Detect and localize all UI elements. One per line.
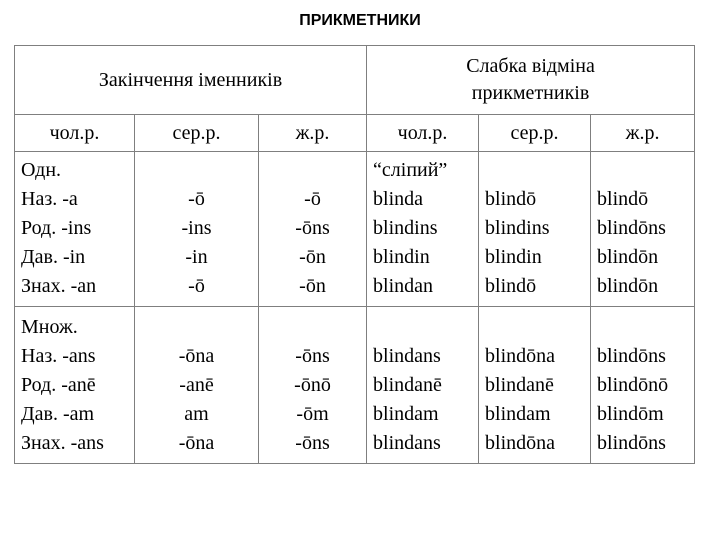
adj-form: blindanē (373, 374, 442, 396)
adj-form: blindans (373, 345, 441, 367)
case-line: Наз. -ans (21, 345, 96, 367)
ending: -ōnō (294, 374, 331, 396)
plural-masc-adj (367, 307, 479, 464)
ending: -ōns (295, 217, 330, 239)
subheader-fem-adj: ж.р. (591, 115, 695, 152)
gloss-quote: “сліпий” (373, 159, 448, 181)
adj-form: blindōm (597, 403, 664, 425)
ending: am (184, 403, 209, 425)
adj-form: blindanē (485, 374, 554, 396)
ending: -ōn (299, 275, 326, 297)
case-line: Дав. -am (21, 403, 95, 425)
case-line: Знах. -an (21, 275, 97, 297)
subheader-neut-adj: сер.р. (479, 115, 591, 152)
header-adjectives-line1: Слабка відміна (466, 55, 595, 77)
ending: -ō (188, 275, 205, 297)
adj-form: blindōn (597, 246, 659, 268)
adj-form: blindans (373, 432, 441, 454)
ending: -ōna (178, 345, 215, 367)
ending: -ins (181, 217, 212, 239)
plural-neut-adj (479, 307, 591, 464)
adj-form: blindam (373, 403, 439, 425)
adj-form: blindōn (597, 275, 659, 297)
plural-neut-endings (135, 307, 259, 464)
adj-form: blindōns (597, 432, 666, 454)
plural-row (15, 307, 695, 464)
adj-form: blindō (485, 275, 537, 297)
adj-form: blinda (373, 188, 424, 210)
header-adjectives-line2: прикметників (471, 82, 590, 104)
ending: -ōns (295, 345, 330, 367)
singular-fem-adj (591, 152, 695, 307)
adj-form: blindins (485, 217, 550, 239)
case-line: Дав. -in (21, 246, 86, 268)
plural-fem-endings (259, 307, 367, 464)
subheader-fem-nouns: ж.р. (259, 115, 367, 152)
singular-label: Одн. (21, 159, 62, 181)
ending: -ōns (295, 432, 330, 454)
adj-form: blindam (485, 403, 551, 425)
adj-form: blindin (373, 246, 430, 268)
case-line: Знах. -ans (21, 432, 104, 454)
ending: -ōna (178, 432, 215, 454)
plural-fem-adj (591, 307, 695, 464)
case-line: Род. -anē (21, 374, 96, 396)
subheader-masc-adj: чол.р. (367, 115, 479, 152)
subheader-row (15, 115, 695, 152)
adj-form: blindan (373, 275, 434, 297)
subheader-masc-nouns: чол.р. (15, 115, 135, 152)
ending: -ō (304, 188, 321, 210)
adj-form: blindins (373, 217, 438, 239)
singular-neut-adj (479, 152, 591, 307)
ending: -in (185, 246, 208, 268)
case-line: Наз. -a (21, 188, 78, 210)
singular-cases-cell (15, 152, 135, 307)
case-line: Род. -ins (21, 217, 92, 239)
plural-cases-cell (15, 307, 135, 464)
singular-fem-endings (259, 152, 367, 307)
adj-form: blindōna (485, 345, 556, 367)
header-row (15, 46, 695, 115)
ending: -ōn (299, 246, 326, 268)
adj-form: blindin (485, 246, 542, 268)
adj-form: blindōna (485, 432, 556, 454)
adj-form: blindō (597, 188, 649, 210)
adj-form: blindōnō (597, 374, 669, 396)
adj-form: blindō (485, 188, 537, 210)
singular-masc-adj (367, 152, 479, 307)
singular-neut-endings (135, 152, 259, 307)
page-title: ПРИКМЕТНИКИ (299, 12, 421, 29)
header-weak-adjectives (367, 46, 695, 115)
subheader-neut-nouns: сер.р. (135, 115, 259, 152)
adj-form: blindōns (597, 217, 666, 239)
plural-label: Множ. (21, 316, 78, 338)
ending: -ō (188, 188, 205, 210)
ending: -ōm (296, 403, 329, 425)
ending: -anē (179, 374, 214, 396)
singular-row (15, 152, 695, 307)
header-noun-endings: Закінчення іменників (15, 46, 367, 115)
adj-form: blindōns (597, 345, 666, 367)
declension-table (14, 45, 695, 464)
